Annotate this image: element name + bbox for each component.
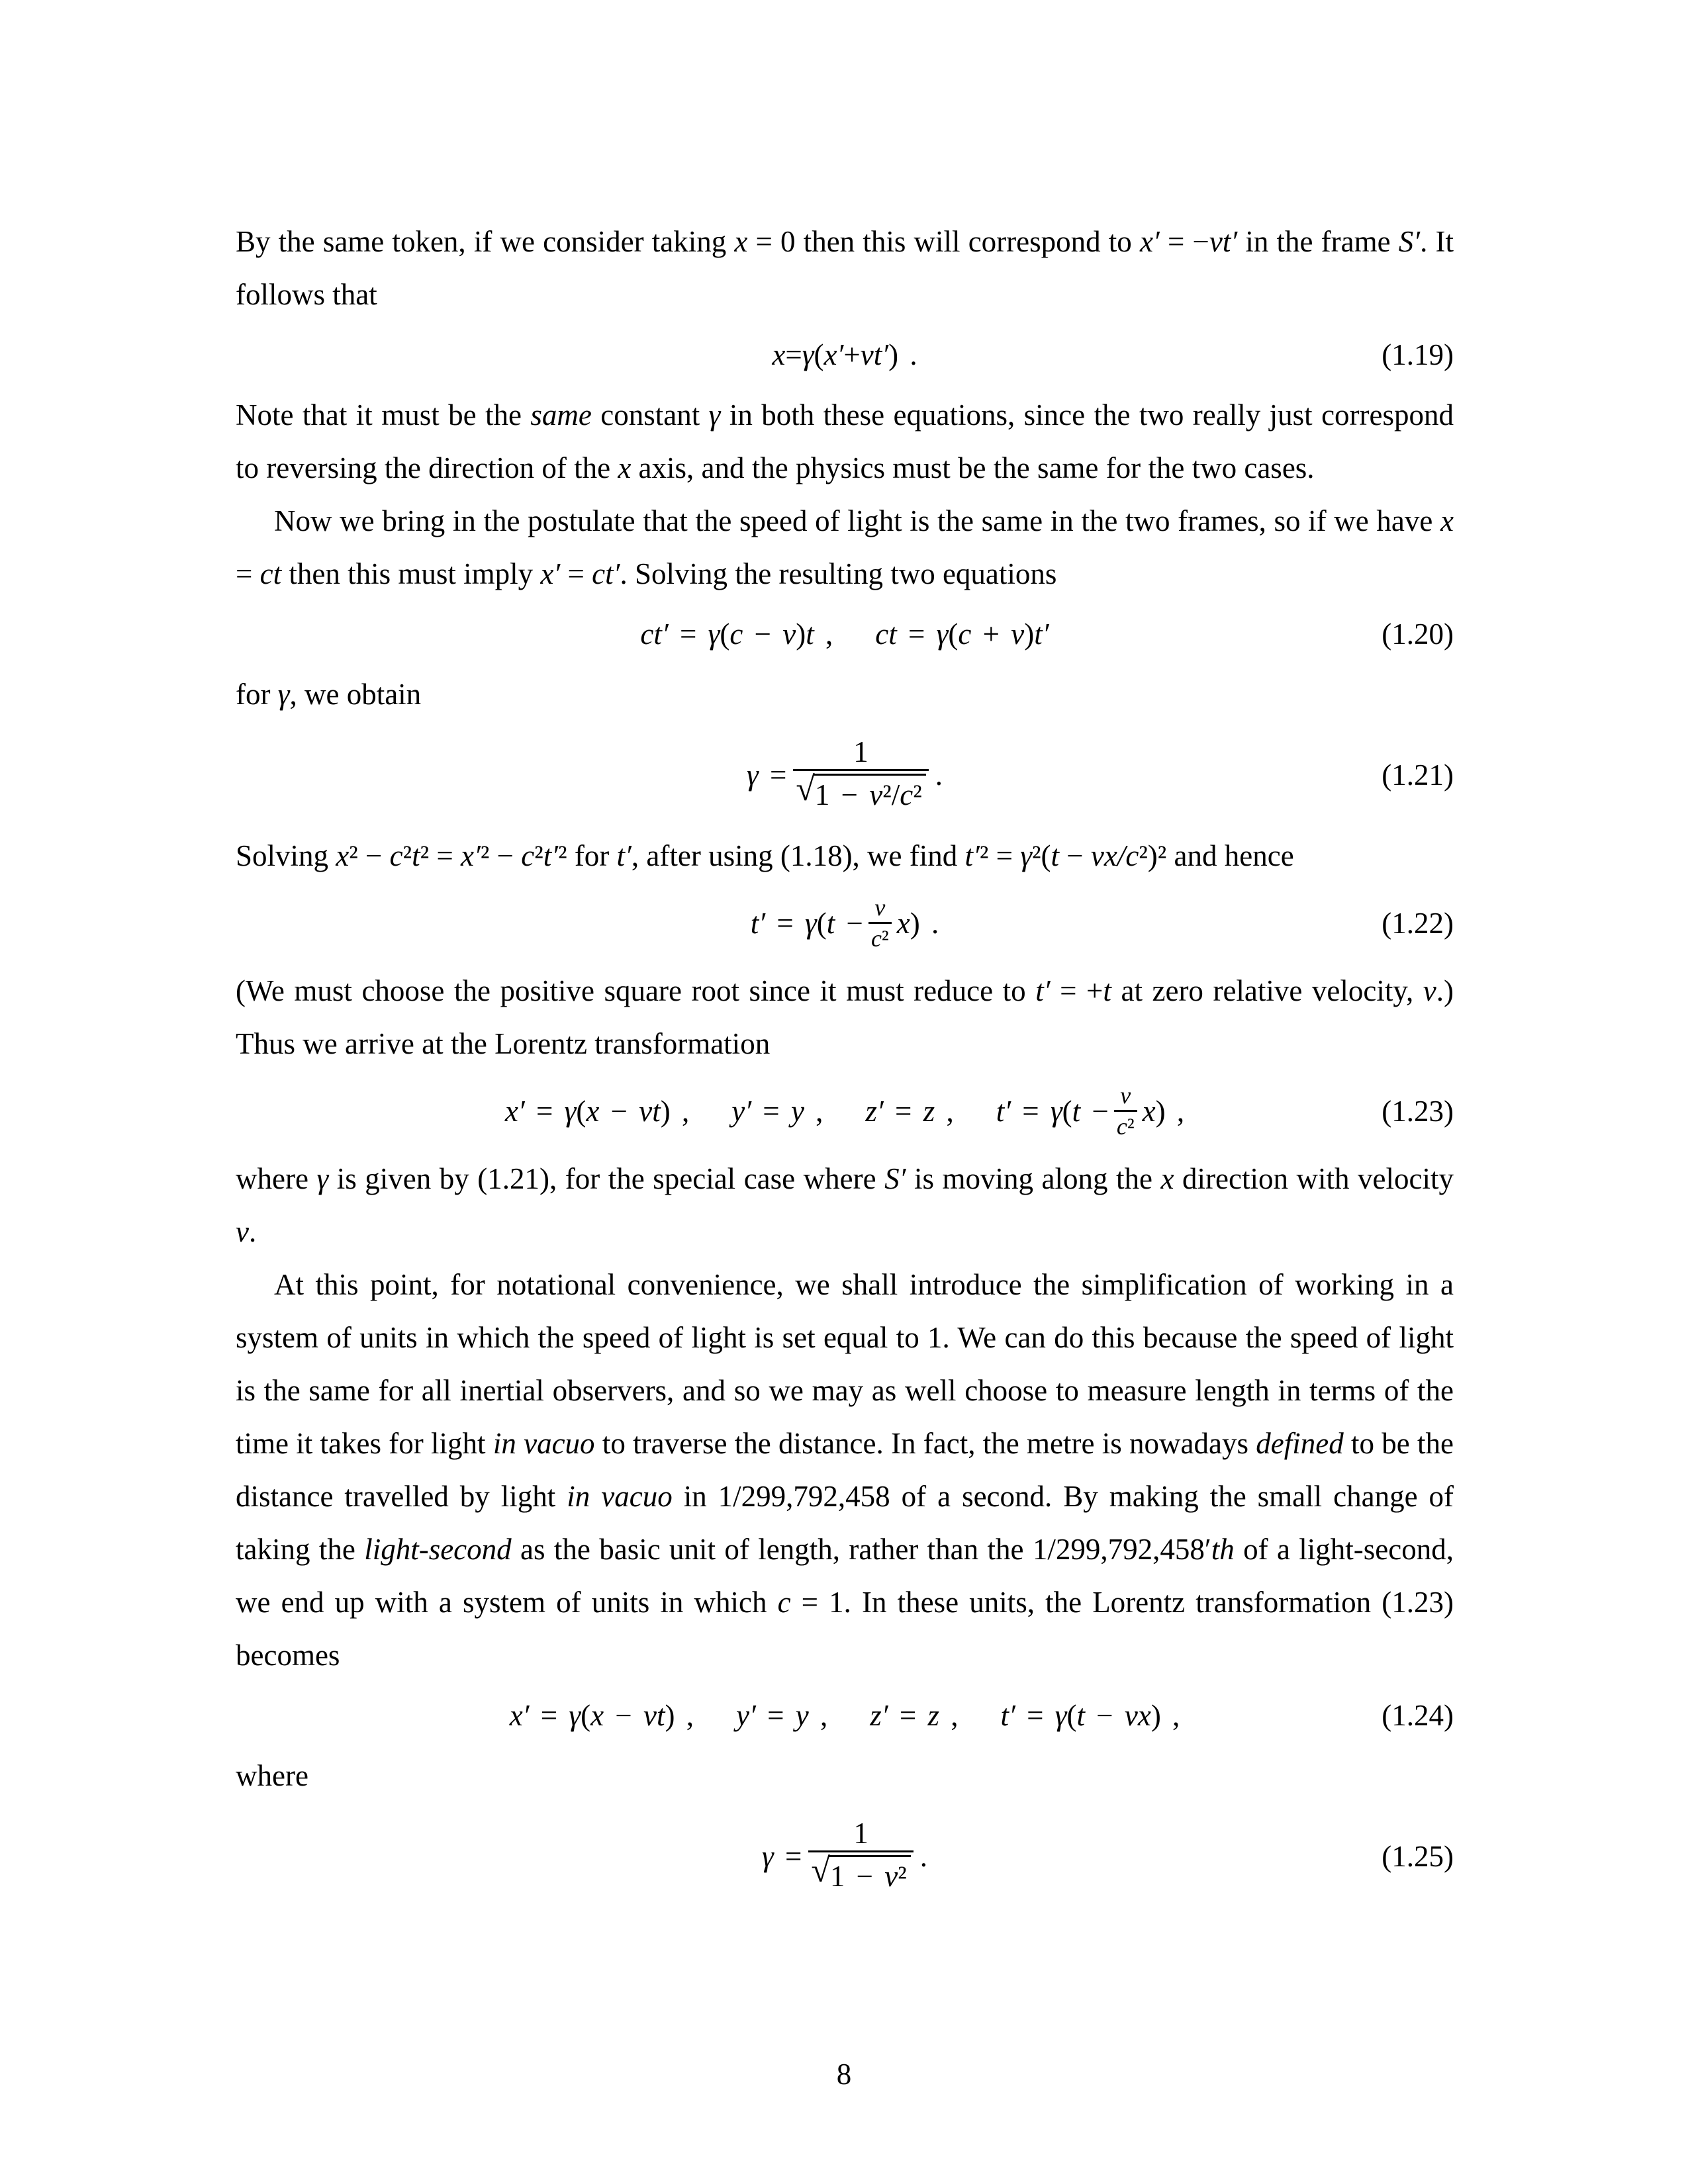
fraction-denominator: [808, 1852, 913, 1895]
equation-body: x = γ ( x′ + vt′ ) .: [772, 338, 917, 371]
equation-1-24: [236, 1684, 1454, 1747]
fraction-numerator: 1: [853, 735, 868, 768]
equation-left-half: ct′ = γ(c − v)t ,: [640, 617, 833, 651]
equation-1-25: [236, 1805, 1454, 1908]
equation-body: [510, 1698, 1180, 1733]
fraction-numerator: 1: [853, 1816, 868, 1850]
equation-lhs: t′ = γ(t −: [750, 907, 863, 940]
equation-number: (1.20): [1382, 617, 1454, 651]
equation-body: [505, 1083, 1184, 1140]
paragraph-7: where γ is given by (1.21), for the special case where S′ is moving along the x direction with velocity v.: [236, 1162, 1454, 1248]
equation-body: [751, 895, 939, 952]
equation-1-20: [236, 603, 1454, 665]
equation-1-19: [236, 324, 1454, 386]
equation-rhs: x) .: [896, 907, 939, 940]
paragraph-3: Now we bring in the postulate that the speed of light is the same in the two frames, so if we have x = ct then this must imply x′ = ct′. Solving the resulting two equations: [236, 504, 1454, 590]
equation-1-22: [236, 885, 1454, 962]
equation-lhs: t′ = γ(t −: [996, 1095, 1109, 1128]
paragraph-6: (We must choose the positive square root since it must reduce to t′ = +t at zero relative velocity, v.) Thus we arrive at the Lorentz transformation: [236, 974, 1454, 1060]
equation-number: (1.19): [1382, 338, 1454, 371]
fraction-denominator: c²: [870, 925, 889, 952]
paragraph-5: Solving x² − c²t² = x′² − c²t′² for t′, after using (1.18), we find t′² = γ²(t − vx/c²)² and hence: [236, 839, 1294, 872]
equation-x-part: x′ = γ(x − vt) ,: [504, 1095, 690, 1128]
equation-1-23: [236, 1073, 1454, 1150]
paragraph-2: Note that it must be the same constant γ in both these equations, since the two really just correspond to reversing the direction of the x axis, and the physics must be the same for the two cases.: [236, 398, 1454, 484]
equation-lhs: γ =: [762, 1840, 802, 1873]
equation-t-part: [996, 1083, 1184, 1140]
sqrt-radicand: 1 − v²/c²: [813, 774, 926, 813]
equation-number: (1.22): [1382, 907, 1454, 940]
equation-number: (1.25): [1382, 1840, 1454, 1873]
equation-period: .: [919, 1840, 927, 1873]
equation-period: .: [935, 758, 943, 792]
equation-z-part: z′ = z ,: [865, 1095, 954, 1128]
paragraph-4: for γ, we obtain: [236, 678, 422, 711]
fraction-numerator: v: [1120, 1081, 1131, 1109]
sqrt-radicand: 1 − v²: [828, 1855, 911, 1895]
fraction: [793, 737, 928, 814]
fraction: [1114, 1083, 1137, 1140]
equation-z-part: z′ = z ,: [870, 1699, 959, 1732]
paragraph-9: where: [236, 1759, 308, 1792]
fraction-numerator: v: [874, 893, 886, 921]
equation-body: [747, 737, 943, 814]
equation-right-half: ct = γ(c + v)t′: [875, 617, 1049, 651]
equation-1-21: [236, 723, 1454, 827]
equation-rhs: x) ,: [1142, 1095, 1185, 1128]
fraction-denominator: [793, 771, 928, 813]
equation-body: [762, 1818, 927, 1895]
fraction: [868, 895, 892, 952]
paragraph-8: At this point, for notational convenience, we shall introduce the simplification of working in a system of units in which the speed of light is set equal to 1. We can do this because the speed of light is the same for all inertial observers, and so we may as well choose to measure length in terms of the time it takes for light in vacuo to traverse the distance. In fact, the metre is nowadays defined to be the distance travelled by light in vacuo in 1/299,792,458 of a second. By making the small change of taking the light-second as the basic unit of length, rather than the 1/299,792,458′th of a light-second, we end up with a system of units in which c = 1. In these units, the Lorentz transformation (1.23) becomes: [236, 1268, 1454, 1672]
page-number: 8: [836, 2058, 852, 2091]
sqrt-symbol: √: [811, 1852, 830, 1889]
fraction: [808, 1818, 913, 1895]
sqrt-symbol: √: [796, 770, 815, 808]
text-column: [236, 215, 1454, 1911]
paragraph-1: By the same token, if we consider taking x = 0 then this will correspond to x′ = −vt′ in the frame S′. It follows that: [236, 225, 1454, 311]
equation-body: [640, 617, 1049, 651]
equation-t-part: t′ = γ(t − vx) ,: [1000, 1699, 1180, 1732]
equation-number: (1.23): [1382, 1095, 1454, 1128]
fraction-denominator: c²: [1116, 1113, 1135, 1140]
equation-y-part: y′ = y ,: [736, 1699, 828, 1732]
square-root: [811, 1852, 910, 1895]
equation-number: (1.21): [1382, 758, 1454, 792]
square-root: [796, 770, 925, 813]
equation-lhs: γ =: [747, 758, 787, 792]
equation-y-part: y′ = y ,: [731, 1095, 823, 1128]
equation-number: (1.24): [1382, 1699, 1454, 1732]
equation-x-part: x′ = γ(x − vt) ,: [509, 1699, 694, 1732]
